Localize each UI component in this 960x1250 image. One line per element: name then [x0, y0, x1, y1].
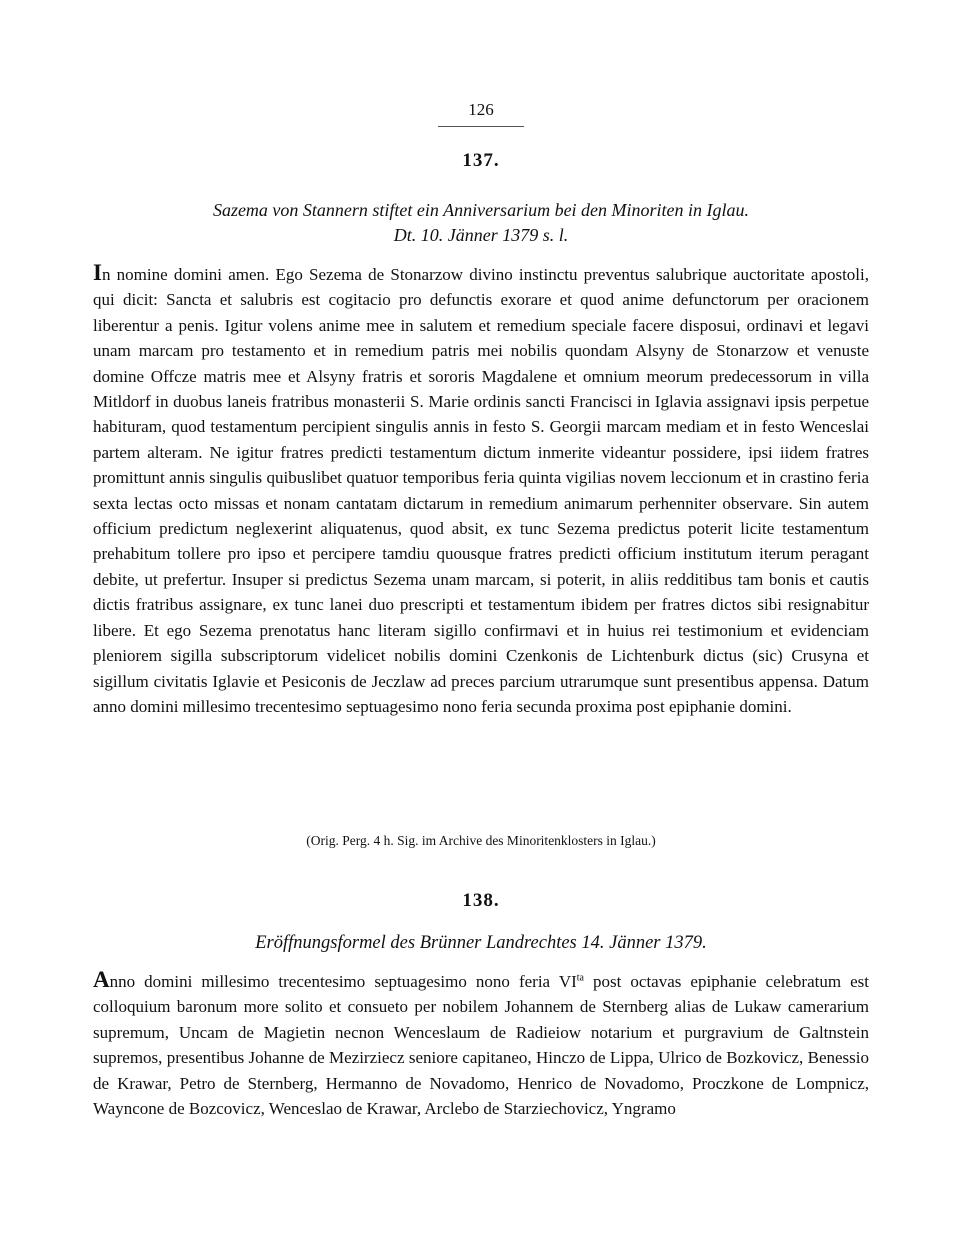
document-heading-137-line2: Dt. 10. Jänner 1379 s. l.	[393, 225, 569, 245]
document-body-138	[93, 968, 869, 1121]
initial-letter: A	[93, 967, 110, 992]
initial-letter: I	[93, 260, 102, 285]
body-text-137: n nomine domini amen. Ego Sezema de Stonarzow divino instinctu preventus salubrique auctoritate apostoli, qui dicit: Sancta et salubris est cogitacio pro defunctis exorare et quod anime defunctorum per oracionem liberentur a penis. Igitur volens anime mee in salutem et remedium speciale facere disposui, ordinavi et legavi unam marcam pro testamento et in remedium patris mei nobilis quondam Alsyny de Stonarzow et venuste domine Offcze matris mee et Alsyny fratris et sororis Magdalene et omnium meorum predecessorum in villa Mitldorf in duobus laneis fratribus monasterii S. Marie ordinis sancti Francisci in Iglavia assignavi ipsis perpetue habituram, quod testamentum percipient singulis annis in festo S. Georgii marcam mediam et in festo Wenceslai partem alteram. Ne igitur fratres predicti testamentum dictum inmerite videantur possidere, ipsi iidem fratres promittunt annis singulis quibuslibet quatuor temporibus feria quinta vigilias novem leccionum et in crastino feria sexta lectas octo missas et nonam cantatam dictarum in remedium animarum perhenniter observare. Sin autem officium predictum neglexerint aliquatenus, quod absit, ex tunc Sezema predictus poterit licite testamentum prehabitum tollere pro ipso et percipere tamdiu quousque fratres predicti officium institutum iterum peragant debite, ut prefertur. Insuper si predictus Sezema unam marcam, si poterit, in aliis redditibus tam bonis et cautis dictis fratribus assignare, ex tunc lanei duo prescripti et testamentum ibidem per fratres dictos sibi resignabitur libere. Et ego Sezema prenotatus hanc literam sigillo confirmavi et in huius rei testimonium et evidenciam pleniorem sigilla subscriptorum videlicet nobilis domini Czenkonis de Lichtenburk dictus (sic) Crusyna et sigillum civitatis Iglavie et Pesiconis de Jeczlaw ad preces parcium utrarumque sunt presentibus appensa. Datum anno domini millesimo trecentesimo septuagesimo nono feria secunda proxima post epiphanie domini.	[93, 265, 869, 716]
body-text-138-part1: nno domini millesimo trecentesimo septuagesimo nono feria VI	[109, 972, 577, 991]
document-heading-138: Eröffnungsformel des Brünner Landrechtes 14. Jänner 1379.	[255, 933, 707, 953]
page-number-rule	[438, 126, 524, 127]
document-number-137: 137.	[462, 150, 500, 171]
body-text-138-part2: post octavas epiphanie celebratum est colloquium baronum more solito et consueto per nobilem Johannem de Sternberg alias de Lukaw camerarium supremum, Uncam de Magietin necnon Wenceslaum de Radieiow notarium et purgravium de Galtnstein supremos, presentibus Johanne de Mezirziecz seniore capitaneo, Hinczo de Lippa, Ulrico de Bozkovicz, Benessio de Krawar, Petro de Sternberg, Hermanno de Novadomo, Henrico de Novadomo, Proczkone de Lompnicz, Wayncone de Bozcovicz, Wenceslao de Krawar, Arclebo de Starziechovicz, Yngramo	[93, 972, 869, 1119]
page-number: 126	[468, 100, 494, 119]
superscript: ta	[576, 972, 584, 984]
document-body-137	[93, 261, 869, 719]
document-number-138: 138.	[462, 890, 500, 911]
document-heading-137-line1: Sazema von Stannern stiftet ein Anniversarium bei den Minoriten in Iglau.	[212, 200, 750, 220]
source-note-137: (Orig. Perg. 4 h. Sig. im Archive des Minoritenklosters in Iglau.)	[306, 833, 656, 848]
